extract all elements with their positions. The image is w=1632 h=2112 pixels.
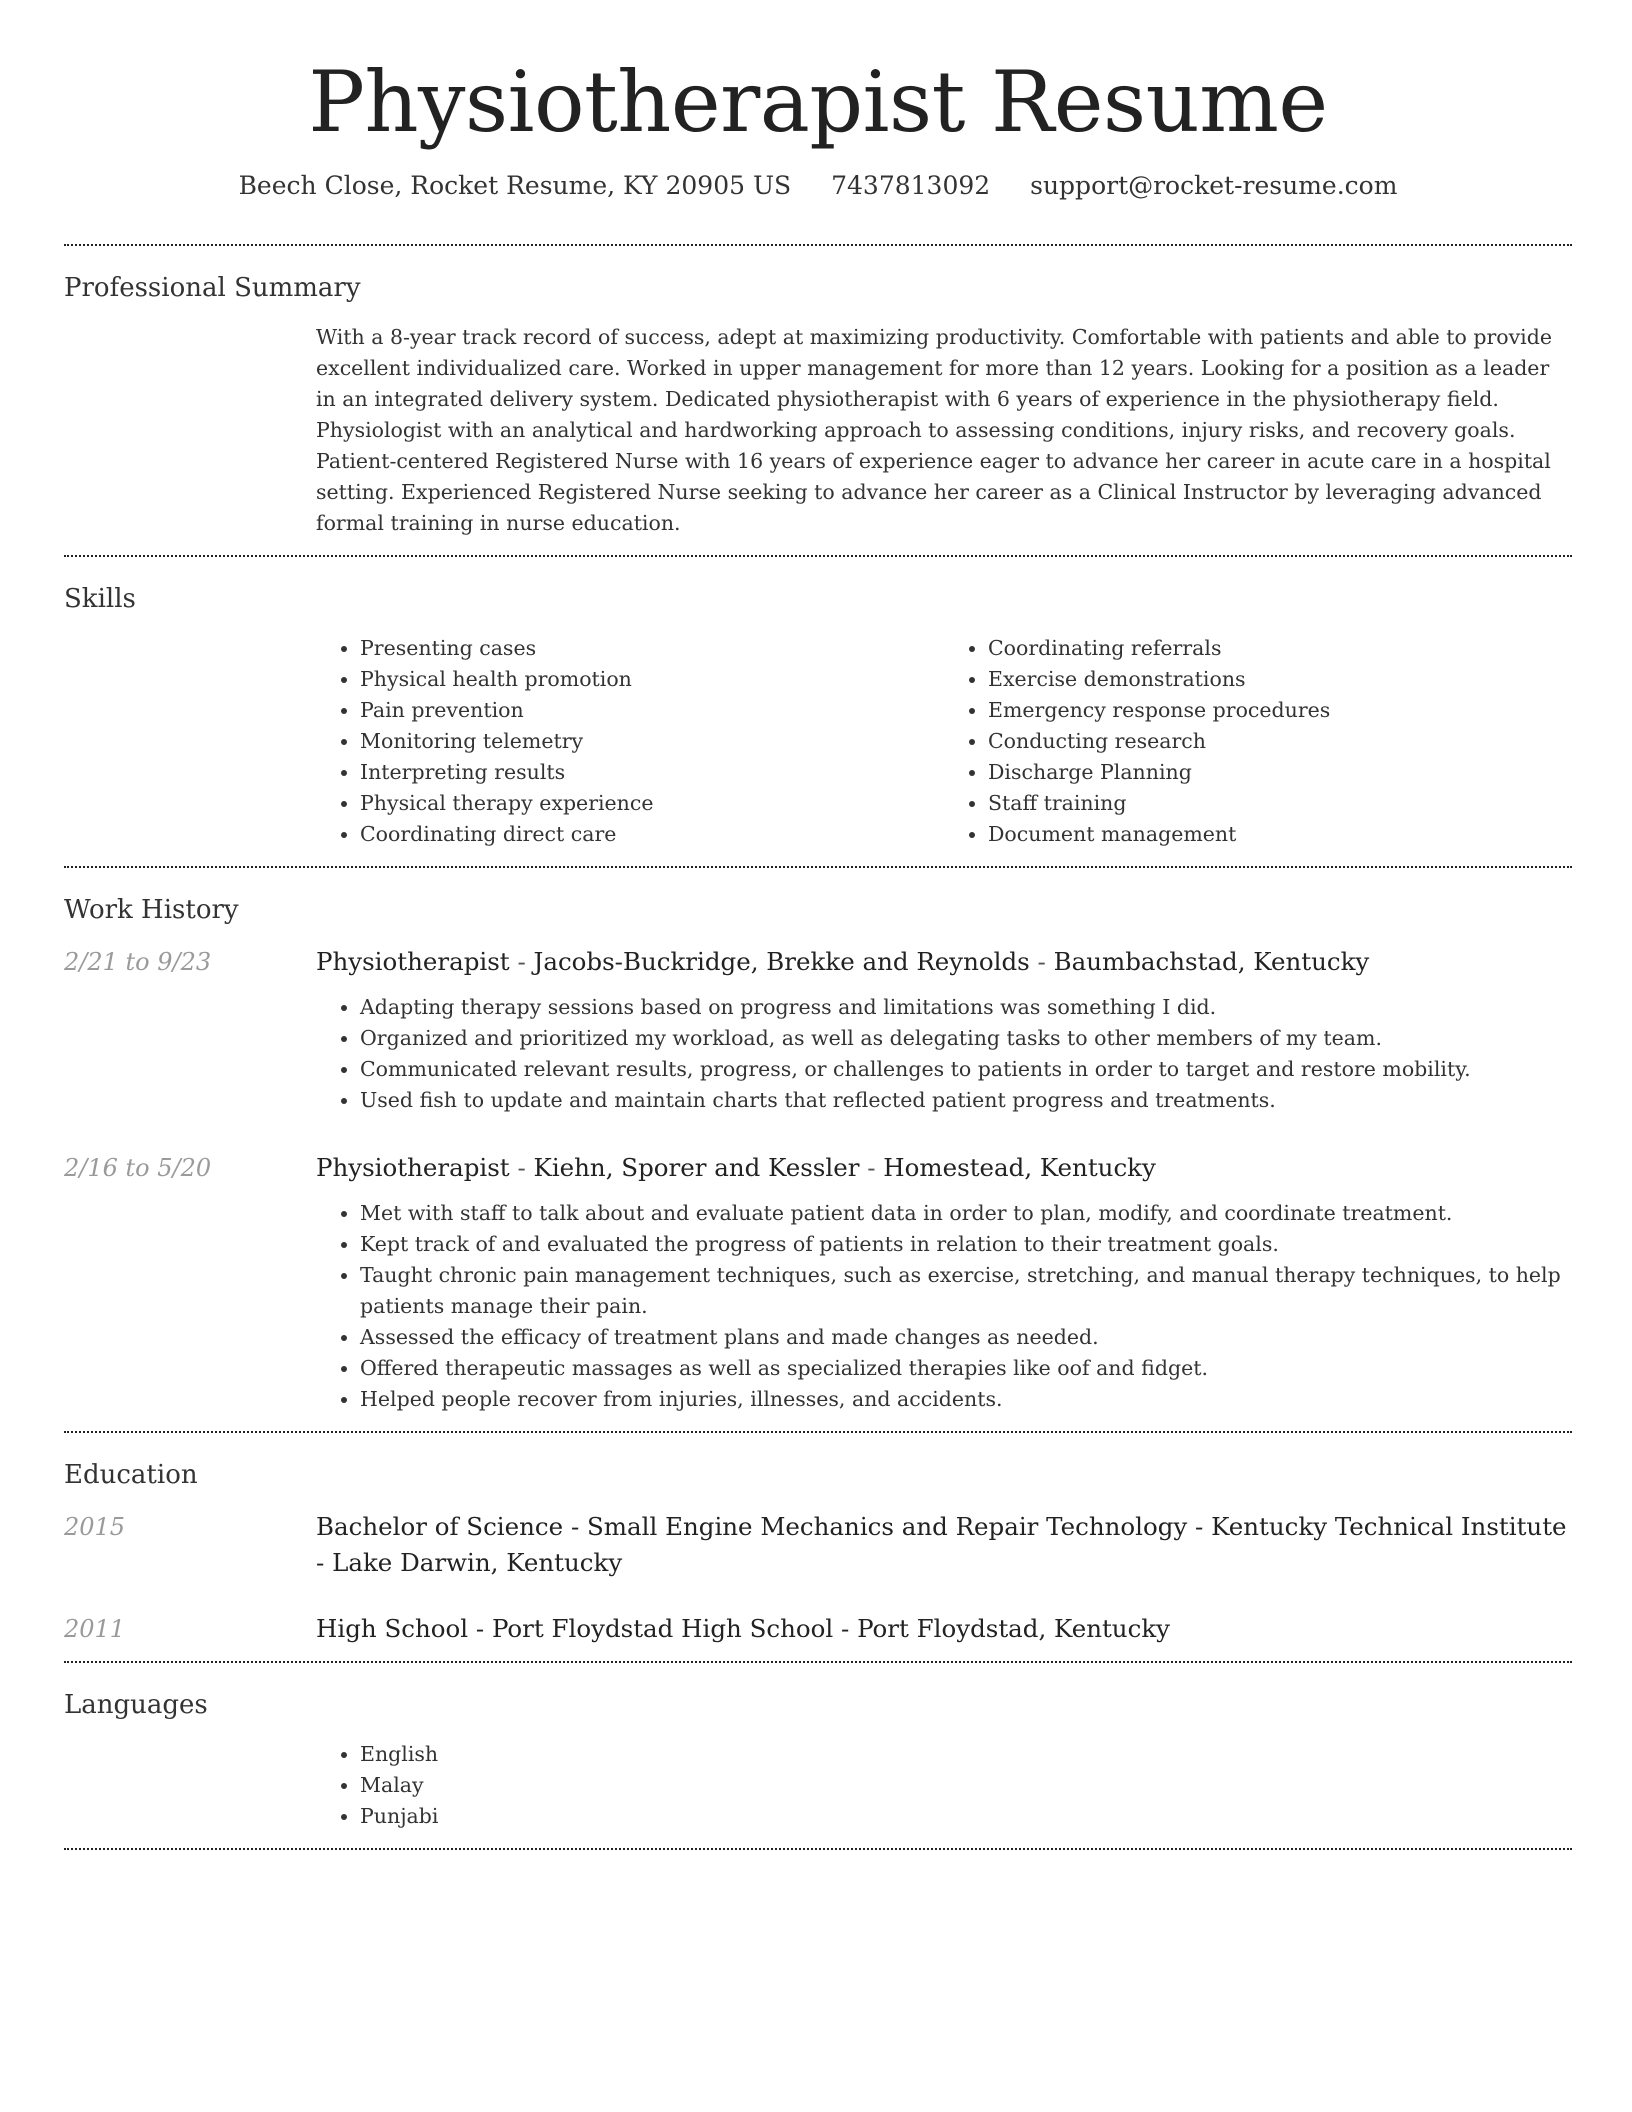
skills-columns xyxy=(316,633,1572,866)
degree: High School xyxy=(316,1614,469,1643)
job-title: Physiotherapist xyxy=(316,1153,510,1182)
education-entry xyxy=(64,1509,1572,1581)
education-details: Bachelor of Science - Small Engine Mechanics and Repair Technology - Kentucky Technical Institute - Lake Darwin, Kentucky xyxy=(316,1512,1567,1577)
skill-item: • Emergency response procedures xyxy=(988,695,1572,726)
job-bullet: • Offered therapeutic massages as well as specialized therapies like oof and fidget. xyxy=(360,1353,1572,1384)
skills-column-left xyxy=(316,633,944,850)
email: support@rocket-resume.com xyxy=(1030,171,1398,200)
skill-item: • Document management xyxy=(988,819,1572,850)
skill-item: • Discharge Planning xyxy=(988,757,1572,788)
skill-item: • Pain prevention xyxy=(360,695,944,726)
job-title: Physiotherapist xyxy=(316,947,510,976)
resume-page xyxy=(64,0,1572,2112)
job-bullet: • Kept track of and evaluated the progress of patients in relation to their treatment goals. xyxy=(360,1229,1572,1260)
job-bullet: • Adapting therapy sessions based on progress and limitations was something I did. xyxy=(360,992,1572,1023)
school: Kentucky Technical Institute xyxy=(1211,1512,1567,1541)
skill-item: • Physical health promotion xyxy=(360,664,944,695)
education-section xyxy=(64,1433,1572,1647)
address: Beech Close, Rocket Resume, KY 20905 US xyxy=(238,171,792,200)
page-title: Physiotherapist Resume xyxy=(308,53,1328,151)
education-year: 2015 xyxy=(64,1513,126,1541)
field: Small Engine Mechanics and Repair Technology xyxy=(587,1512,1188,1541)
phone: 7437813092 xyxy=(831,171,991,200)
job-heading: Physiotherapist - Kiehn, Sporer and Kessler - Homestead, Kentucky xyxy=(316,1153,1156,1182)
skill-item: • Physical therapy experience xyxy=(360,788,944,819)
job-entry xyxy=(64,944,1572,1116)
section-heading: Education xyxy=(64,1460,198,1490)
degree: Bachelor of Science xyxy=(316,1512,564,1541)
section-heading: Work History xyxy=(64,895,239,925)
job-location: Homestead, Kentucky xyxy=(883,1153,1156,1182)
language-item: • English xyxy=(360,1739,1572,1770)
language-item: • Malay xyxy=(360,1770,1572,1801)
skill-item: • Interpreting results xyxy=(360,757,944,788)
work-section xyxy=(64,868,1572,1415)
job-bullet: • Taught chronic pain management techniques, such as exercise, stretching, and manual therapy techniques, to help patients manage their pain. xyxy=(360,1260,1572,1322)
location: Port Floydstad, Kentucky xyxy=(857,1614,1170,1643)
job-dates: 2/21 to 9/23 xyxy=(64,948,212,976)
job-heading: Physiotherapist - Jacobs-Buckridge, Brekke and Reynolds - Baumbachstad, Kentucky xyxy=(316,947,1370,976)
skill-item: • Coordinating referrals xyxy=(988,633,1572,664)
education-year: 2011 xyxy=(64,1615,126,1643)
job-bullet: • Organized and prioritized my workload, as well as delegating tasks to other members of my team. xyxy=(360,1023,1572,1054)
job-bullets xyxy=(316,1198,1572,1415)
section-heading: Professional Summary xyxy=(64,273,361,303)
education-entry xyxy=(64,1611,1572,1647)
summary-section xyxy=(64,246,1572,555)
skills-section xyxy=(64,557,1572,866)
skill-item: • Staff training xyxy=(988,788,1572,819)
school: Port Floydstad High School xyxy=(491,1614,834,1643)
job-bullet: • Helped people recover from injuries, illnesses, and accidents. xyxy=(360,1384,1572,1415)
skills-column-right xyxy=(944,633,1572,850)
skill-item: • Monitoring telemetry xyxy=(360,726,944,757)
job-bullet: • Met with staff to talk about and evaluate patient data in order to plan, modify, and coordinate treatment. xyxy=(360,1198,1572,1229)
summary-text: With a 8-year track record of success, adept at maximizing productivity. Comfortable with patients and able to provide excellent individualized care. Worked in upper management for more than 12 years. Looking for a position as a leader in an integrated delivery system. Dedicated physiotherapist with 6 years of experience in the physiotherapy field. Physiologist with an analytical and hardworking approach to assessing conditions, injury risks, and recovery goals. Patient-centered Registered Nurse with 16 years of experience eager to advance her career in acute care in a hospital setting. Experienced Registered Nurse seeking to advance her career as a Clinical Instructor by leveraging advanced formal training in nurse education. xyxy=(316,325,1552,535)
divider xyxy=(64,1848,1572,1850)
job-bullet: • Communicated relevant results, progress, or challenges to patients in order to target and restore mobility. xyxy=(360,1054,1572,1085)
skill-item: • Conducting research xyxy=(988,726,1572,757)
education-details: High School - Port Floydstad High School - Port Floydstad, Kentucky xyxy=(316,1614,1170,1643)
job-bullets xyxy=(316,992,1572,1116)
section-heading: Skills xyxy=(64,584,136,614)
skill-item: • Coordinating direct care xyxy=(360,819,944,850)
language-item: • Punjabi xyxy=(360,1801,1572,1832)
location: Lake Darwin, Kentucky xyxy=(332,1548,623,1577)
skill-item: • Exercise demonstrations xyxy=(988,664,1572,695)
company: Kiehn, Sporer and Kessler xyxy=(533,1153,860,1182)
job-location: Baumbachstad, Kentucky xyxy=(1053,947,1370,976)
job-bullet: • Assessed the efficacy of treatment plans and made changes as needed. xyxy=(360,1322,1572,1353)
job-bullet: • Used fish to update and maintain charts that reflected patient progress and treatments. xyxy=(360,1085,1572,1116)
job-list xyxy=(64,944,1572,1415)
section-heading: Languages xyxy=(64,1690,208,1720)
skill-item: • Presenting cases xyxy=(360,633,944,664)
job-entry xyxy=(64,1150,1572,1415)
job-body xyxy=(316,944,1572,1116)
languages-list-wrap xyxy=(316,1739,1572,1848)
job-body xyxy=(316,1150,1572,1415)
contact-line xyxy=(64,166,1572,206)
languages-section xyxy=(64,1663,1572,1848)
job-dates: 2/16 to 5/20 xyxy=(64,1154,212,1182)
company: Jacobs-Buckridge, Brekke and Reynolds xyxy=(533,947,1030,976)
